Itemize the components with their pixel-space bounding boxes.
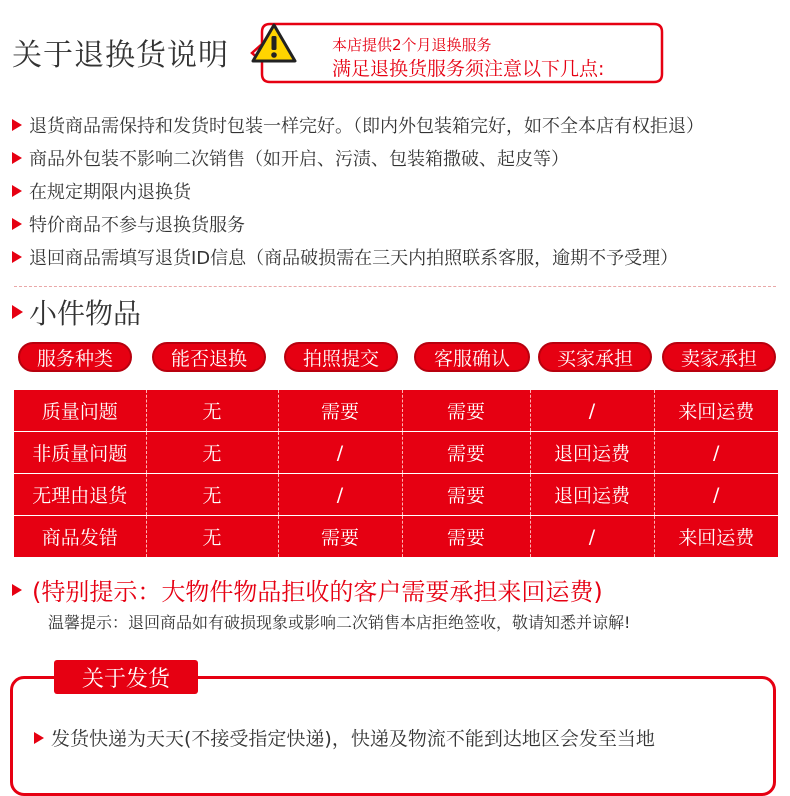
- table-row: [14, 432, 778, 474]
- table-cell: 退回运费: [530, 432, 654, 474]
- table-row: [14, 474, 778, 516]
- list-item: 在规定期限内退换货: [12, 174, 704, 207]
- list-item: 商品外包装不影响二次销售（如开启、污渍、包装箱撒破、起皮等）: [12, 141, 704, 174]
- table-cell: 需要: [402, 432, 530, 474]
- table-cell: /: [530, 390, 654, 432]
- pill-cs-confirm: 客服确认: [414, 342, 530, 372]
- shipping-line: 发货快递为天天(不接受指定快递)，快递及物流不能到达地区会发至当地: [34, 724, 655, 751]
- triangle-bullet-icon: [12, 305, 23, 319]
- table-row: [14, 390, 778, 432]
- pill-photo: 拍照提交: [284, 342, 398, 372]
- table-cell: 需要: [402, 390, 530, 432]
- table-cell: 无理由退货: [14, 474, 146, 516]
- table-cell: 需要: [278, 390, 402, 432]
- triangle-bullet-icon: [12, 185, 22, 197]
- table-cell: /: [278, 474, 402, 516]
- shipping-title: 关于发货: [54, 660, 198, 694]
- pill-buyer-pays: 买家承担: [538, 342, 652, 372]
- table-cell: /: [530, 516, 654, 558]
- table-cell: 无: [146, 516, 278, 558]
- pill-returnable: 能否退换: [152, 342, 266, 372]
- rules-list: [12, 108, 704, 273]
- table-cell: 退回运费: [530, 474, 654, 516]
- triangle-bullet-icon: [12, 584, 22, 596]
- table-cell: 无: [146, 432, 278, 474]
- triangle-bullet-icon: [12, 218, 22, 230]
- notice-line-2: 满足退换货服务须注意以下几点:: [332, 58, 605, 80]
- warm-hint: 温馨提示：退回商品如有破损现象或影响二次销售本店拒绝签收，敬请知悉并谅解!: [48, 613, 631, 632]
- column-header-pills: [18, 342, 778, 374]
- return-policy-table: [14, 390, 778, 558]
- notice-callout: [250, 22, 664, 84]
- triangle-bullet-icon: [12, 152, 22, 164]
- triangle-bullet-icon: [12, 251, 22, 263]
- list-item: 特价商品不参与退换货服务: [12, 207, 704, 240]
- notice-line-1: 本店提供2个月退换服务: [332, 36, 492, 54]
- table-cell: 非质量问题: [14, 432, 146, 474]
- page-title: 关于退换货说明: [12, 38, 229, 73]
- table-cell: 需要: [402, 516, 530, 558]
- list-item: 退回商品需填写退货ID信息（商品破损需在三天内拍照联系客服，逾期不予受理）: [12, 240, 704, 273]
- table-cell: 无: [146, 390, 278, 432]
- table-cell: 商品发错: [14, 516, 146, 558]
- special-hint: (特别提示：大物件物品拒收的客户需要承担来回运费): [12, 572, 603, 607]
- section-heading-small-items: 小件物品: [12, 292, 141, 332]
- pill-service-type: 服务种类: [18, 342, 132, 372]
- warning-icon: [250, 22, 298, 64]
- table-cell: 来回运费: [654, 390, 778, 432]
- table-cell: 质量问题: [14, 390, 146, 432]
- table-cell: 来回运费: [654, 516, 778, 558]
- table-cell: /: [654, 432, 778, 474]
- table-cell: /: [278, 432, 402, 474]
- triangle-bullet-icon: [34, 732, 44, 744]
- divider: [14, 286, 776, 287]
- list-item: 退货商品需保持和发货时包装一样完好。（即内外包装箱完好，如不全本店有权拒退）: [12, 108, 704, 141]
- pill-seller-pays: 卖家承担: [662, 342, 776, 372]
- table-cell: 无: [146, 474, 278, 516]
- triangle-bullet-icon: [12, 119, 22, 131]
- table-cell: 需要: [278, 516, 402, 558]
- table-cell: /: [654, 474, 778, 516]
- table-cell: 需要: [402, 474, 530, 516]
- table-row: [14, 516, 778, 558]
